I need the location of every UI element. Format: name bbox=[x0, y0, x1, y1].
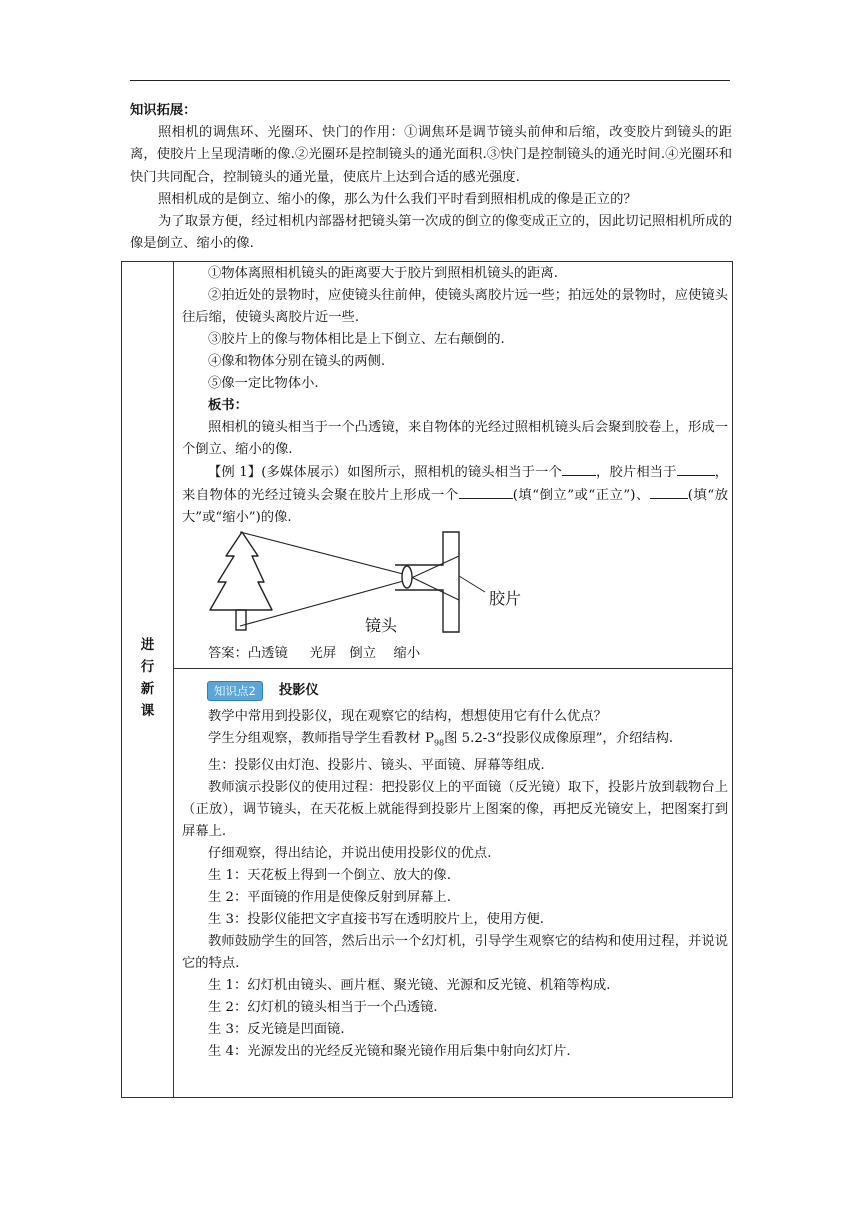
tree-trunk bbox=[236, 610, 246, 630]
lesson-table bbox=[121, 261, 733, 1098]
light-ray bbox=[407, 575, 459, 600]
row-divider bbox=[173, 668, 732, 669]
extension-paragraph: 照相机的调焦环、光圈环、快门的作用：①调焦环是调节镜头前伸和后缩，改变胶片到镜头的距离，使胶片上呈现清晰的像.②光圈环是控制镜头的通光面积.③快门是控制镜头的通光时间.④光圈环和快门共同配合，控制镜头的通光量，使底片上达到合适的感光强度. bbox=[130, 125, 732, 185]
lesson-paragraph: 生 1：天花板上得到一个倒立、放大的像. bbox=[208, 867, 451, 883]
point-item: ①物体离照相机镜头的距离要大于胶片到照相机镜头的距离. bbox=[208, 266, 558, 281]
lesson-paragraph: 教师演示投影仪的使用过程：把投影仪上的平面镜（反光镜）取下，投影片放到载物台上（正放），调节镜头，在天花板上就能得到投影片上图案的像，再把反光镜安上，把图案打到屏幕上. bbox=[182, 779, 728, 839]
knowledge-point-row bbox=[207, 678, 728, 704]
answer-blank bbox=[562, 461, 596, 476]
point-item: ③胶片上的像与物体相比是上下倒立、左右颠倒的. bbox=[208, 332, 505, 347]
answer-blank bbox=[677, 461, 715, 476]
answer-blank bbox=[650, 484, 688, 499]
film-label: 胶片 bbox=[489, 589, 522, 608]
answer-blank bbox=[459, 484, 513, 499]
light-ray bbox=[407, 556, 459, 580]
lesson-paragraph: 生：投影仪由灯泡、投影片、镜头、平面镜、屏幕等组成. bbox=[208, 757, 545, 773]
point-item: ⑤像一定比物体小. bbox=[208, 376, 319, 391]
lesson-paragraph: 生 4：光源发出的光经反光镜和聚光镜作用后集中射向幻灯片. bbox=[208, 1043, 571, 1059]
lesson-paragraph: 生 2：幻灯机的镜头相当于一个凸透镜. bbox=[208, 999, 438, 1015]
lens-shape bbox=[402, 566, 412, 588]
point-item: ②拍近处的景物时，应使镜头往前伸，使镜头离胶片远一些；拍远处的景物时，应使镜头往后缩，使镜头离胶片近一些. bbox=[182, 288, 728, 325]
board-text: 照相机的镜头相当于一个凸透镜，来自物体的光经过照相机镜头后会聚到胶卷上，形成一个倒立、缩小的像. bbox=[182, 420, 728, 457]
lesson-paragraph: 教学中常用到投影仪，现在观察它的结构，想想使用它有什么优点？ bbox=[208, 709, 607, 724]
projector-cell bbox=[182, 676, 728, 1063]
example-question: 【例 1】(多媒体展示）如图所示，照相机的镜头相当于一个 ，胶片相当于 ，来自物体的光经过镜头会聚在胶片上形成一个 (填“倒立”或“正立”)、 (填“放大”或“缩小”)的像. bbox=[182, 461, 728, 529]
lesson-paragraph: 生 3：反光镜是凹面镜. bbox=[208, 1021, 345, 1037]
side-label: 进 行 新 课 bbox=[140, 637, 155, 719]
side-column bbox=[122, 262, 174, 1097]
page-subscript: 98 bbox=[433, 738, 445, 748]
knowledge-point-title: 投影仪 bbox=[278, 683, 319, 698]
lesson-paragraph: 学生分组观察，教师指导学生看教材 $P_{98}$图 5.2-3“投影仪成像原理”，介绍结构. bbox=[208, 731, 674, 748]
example-tag: 【例 1】 bbox=[208, 465, 262, 480]
lens-label: 镜头 bbox=[365, 616, 398, 635]
knowledge-point-badge: 知识点2 bbox=[207, 681, 263, 701]
lesson-paragraph: 生 2：平面镜的作用是使像反射到屏幕上. bbox=[208, 889, 451, 905]
film-pointer bbox=[459, 576, 485, 592]
lesson-paragraph: 仔细观察，得出结论，并说出使用投影仪的优点. bbox=[208, 845, 492, 861]
lesson-paragraph: 教师鼓励学生的回答，然后出示一个幻灯机，引导学生观察它的结构和使用过程，并说说它的特点. bbox=[182, 933, 728, 971]
extension-paragraph: 为了取景方便，经过相机内部器材把镜头第一次成的倒立的像变成正立的，因此切记照相机所成的像是倒立、缩小的像. bbox=[130, 214, 732, 252]
answer-text: 答案：凸透镜 光屏 倒立 缩小 bbox=[208, 646, 421, 661]
light-ray bbox=[240, 532, 407, 575]
camera-cell bbox=[182, 263, 728, 665]
extension-paragraph: 照相机成的是倒立、缩小的像，那么为什么我们平时看到照相机成的像是正立的？ bbox=[158, 191, 637, 207]
header-rule bbox=[130, 80, 730, 81]
knowledge-extension bbox=[130, 100, 732, 255]
extension-heading: 知识拓展： bbox=[130, 103, 197, 118]
tree-shape bbox=[210, 532, 272, 610]
point-item: ④像和物体分别在镜头的两侧. bbox=[208, 354, 386, 369]
board-heading: 板书： bbox=[208, 398, 248, 413]
lesson-paragraph: 生 1：幻灯机由镜头、画片框、聚光镜、光源和反光镜、机箱等构成. bbox=[208, 977, 611, 993]
camera-diagram bbox=[207, 530, 567, 643]
lesson-paragraph: 生 3：投影仪能把文字直接书写在透明胶片上，使用方便. bbox=[208, 911, 545, 927]
